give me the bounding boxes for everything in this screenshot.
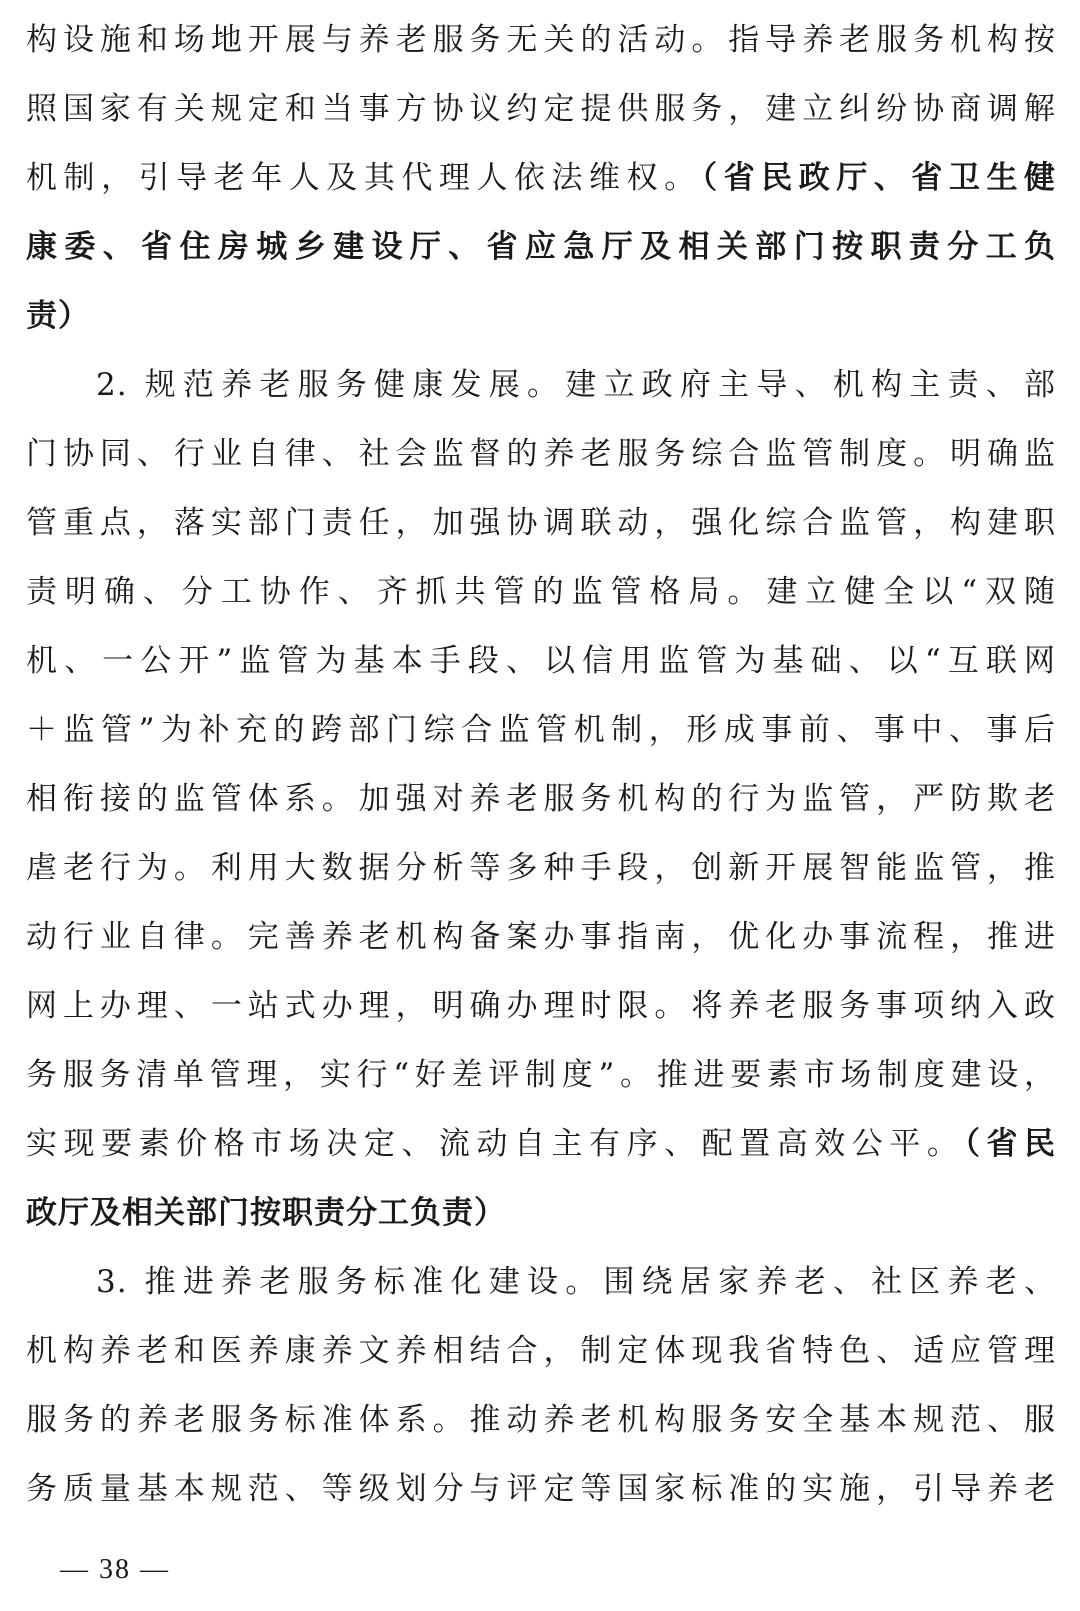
text: 机构养老和医养康养文养相结合，制定体现我省特色、适应管理 [26,1333,1056,1369]
text: 实现要素价格市场决定、流动自主有序、配置高效公平。 [26,1126,965,1162]
text-line-2 [26,75,1056,144]
text-line-3 [26,144,1056,213]
text: 虐老行为。利用大数据分析等多种手段，创新开展智能监管，推 [26,850,1056,886]
text: 照国家有关规定和当事方协议约定提供服务，建立纠纷协商调解 [26,91,1056,127]
text: 相衔接的监管体系。加强对养老服务机构的行为监管，严防欺老 [26,781,1056,817]
text: 动行业自律。完善养老机构备案办事指南，优化办事流程，推进 [26,919,1056,955]
text: ＋监管”为补充的跨部门综合监管机制，形成事前、事中、事后 [26,712,1056,748]
text-line-20 [26,1317,1056,1386]
text: 构设施和场地开展与养老服务无关的活动。指导养老服务机构按 [26,22,1056,58]
text: 务服务清单管理，实行“好差评制度”。推进要素市场制度建设， [26,1057,1056,1093]
text-line-13 [26,834,1056,903]
paragraph-3-heading-line [26,1248,1056,1317]
responsibility-note: （省民 [964,1126,1057,1162]
responsibility-note: 康委、省住房城乡建设厅、省应急厅及相关部门按职责分工负 [26,229,1056,265]
text: 2. 规范养老服务健康发展。建立政府主导、机构主责、部 [96,367,1056,403]
text-line-12 [26,765,1056,834]
text-line-10 [26,627,1056,696]
text: 责明确、分工协作、齐抓共管的监管格局。建立健全以“双随 [26,574,1056,610]
text: 机、一公开”监管为基本手段、以信用监管为基础、以“互联网 [26,643,1056,679]
text-line-17 [26,1110,1056,1179]
text-line-18 [26,1179,1056,1248]
text-line-22 [26,1455,1056,1524]
text: 服务的养老服务标准体系。推动养老机构服务安全基本规范、服 [26,1402,1056,1438]
text: 务质量基本规范、等级划分与评定等国家标准的实施，引导养老 [26,1471,1056,1507]
responsibility-note: 责） [26,298,90,334]
responsibility-note: 政厅及相关部门按职责分工负责） [26,1195,506,1231]
document-page [26,0,1056,1524]
text: 门协同、行业自律、社会监督的养老服务综合监管制度。明确监 [26,436,1056,472]
text-line-8 [26,489,1056,558]
text-line-15 [26,972,1056,1041]
responsibility-note: （省民政厅、省卫生健 [701,160,1057,196]
text-line-4 [26,213,1056,282]
page-number: — 38 — [60,1554,170,1585]
text: 网上办理、一站式办理，明确办理时限。将养老服务事项纳入政 [26,988,1056,1024]
text-line-9 [26,558,1056,627]
text: 机制，引导老年人及其代理人依法维权。 [26,160,702,196]
text-line-1 [26,6,1056,75]
text-line-16 [26,1041,1056,1110]
text: 管重点，落实部门责任，加强协调联动，强化综合监管，构建职 [26,505,1056,541]
text-line-11 [26,696,1056,765]
text: 3. 推进养老服务标准化建设。围绕居家养老、社区养老、 [96,1264,1056,1300]
text-line-7 [26,420,1056,489]
text-line-5 [26,282,1056,351]
text-line-21 [26,1386,1056,1455]
paragraph-2-heading-line [26,351,1056,420]
text-line-14 [26,903,1056,972]
